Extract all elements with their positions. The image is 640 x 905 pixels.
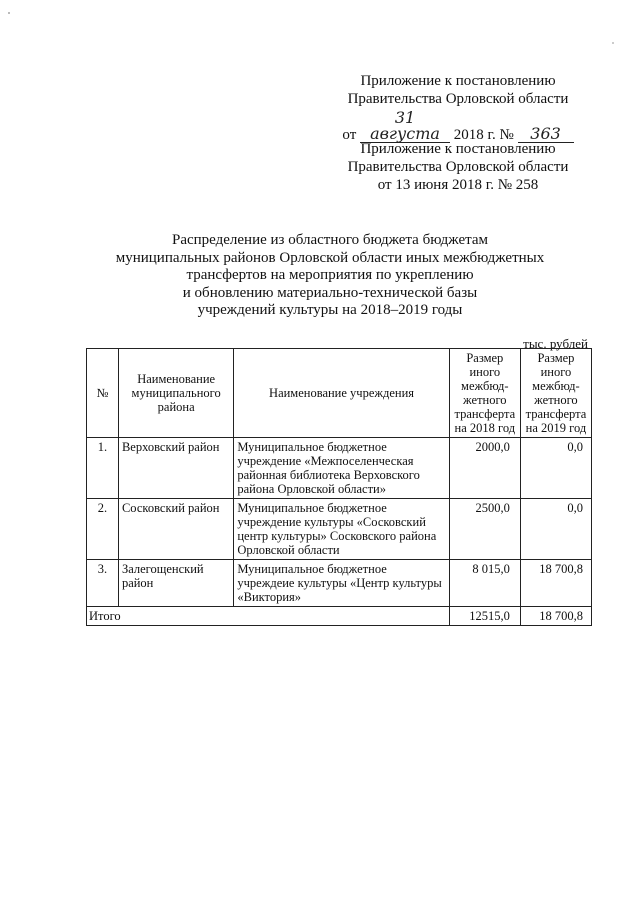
header-2019: Размер иного межбюд-жетного трансферта на 2019 год xyxy=(520,349,591,438)
header-district: Наименование муниципального района xyxy=(118,349,233,438)
row-district: Залегощенский район xyxy=(118,560,233,607)
header-2018: Размер иного межбюд-жетного трансферта на 2018 год xyxy=(449,349,520,438)
total-2019: 18 700,8 xyxy=(520,607,591,626)
title-line: и обновлению материально-технической базы xyxy=(182,284,478,301)
row-district: Сосковский район xyxy=(118,499,233,560)
date-prefix: от xyxy=(342,127,357,143)
table-header-row xyxy=(87,349,592,438)
row-institution: Муниципальное бюджетное учреждение «Межпоселенческая районная библиотека Верховского района Орловской области» xyxy=(234,438,449,499)
unit-label: тыс. рублей xyxy=(523,336,588,351)
row-no: 3. xyxy=(87,560,119,607)
scan-speck xyxy=(612,42,614,44)
header-no: № xyxy=(87,349,119,438)
handwritten-date: 31 августа xyxy=(360,110,450,143)
table-row xyxy=(87,499,592,560)
table-total-row xyxy=(87,607,592,626)
appendix-header-new xyxy=(308,72,608,144)
appendix-header-original xyxy=(308,140,608,194)
appendix-header-line: Правительства Орловской области xyxy=(347,159,569,175)
row-institution: Муниципальное бюджетное учреждеие культуры «Центр культуры «Виктория» xyxy=(234,560,449,607)
appendix-header-line: Приложение к постановлению xyxy=(360,73,556,89)
table-row xyxy=(87,560,592,607)
title-line: учреждений культуры на 2018–2019 годы xyxy=(197,302,463,318)
row-2018: 2500,0 xyxy=(449,499,520,560)
document-title xyxy=(80,232,580,320)
header-institution: Наименование учреждения xyxy=(234,349,449,438)
appendix-date-line xyxy=(308,110,608,144)
row-2018: 8 015,0 xyxy=(449,560,520,607)
row-2019: 0,0 xyxy=(520,438,591,499)
row-2019: 0,0 xyxy=(520,499,591,560)
date-year: 2018 г. № xyxy=(453,127,514,143)
title-line: Распределение из областного бюджета бюджетам xyxy=(171,232,488,248)
appendix-header-line: Правительства Орловской области xyxy=(347,91,569,107)
handwritten-number: 363 xyxy=(518,126,574,143)
row-district: Верховский район xyxy=(118,438,233,499)
row-no: 2. xyxy=(87,499,119,560)
row-2019: 18 700,8 xyxy=(520,560,591,607)
scan-speck xyxy=(8,12,10,14)
total-2018: 12515,0 xyxy=(449,607,520,626)
appendix-header-line: Приложение к постановлению xyxy=(360,141,556,157)
title-line: муниципальных районов Орловской области иных межбюджетных xyxy=(115,249,545,266)
distribution-table xyxy=(86,348,592,626)
row-no: 1. xyxy=(87,438,119,499)
row-institution: Муниципальное бюджетное учреждение культуры «Сосковский центр культуры» Сосковского района Орловской области xyxy=(234,499,449,560)
title-line: трансфертов на мероприятия по укреплению xyxy=(186,267,474,283)
table-row xyxy=(87,438,592,499)
appendix-header-line: от 13 июня 2018 г. № 258 xyxy=(377,177,539,193)
total-label: Итого xyxy=(87,607,450,626)
row-2018: 2000,0 xyxy=(449,438,520,499)
